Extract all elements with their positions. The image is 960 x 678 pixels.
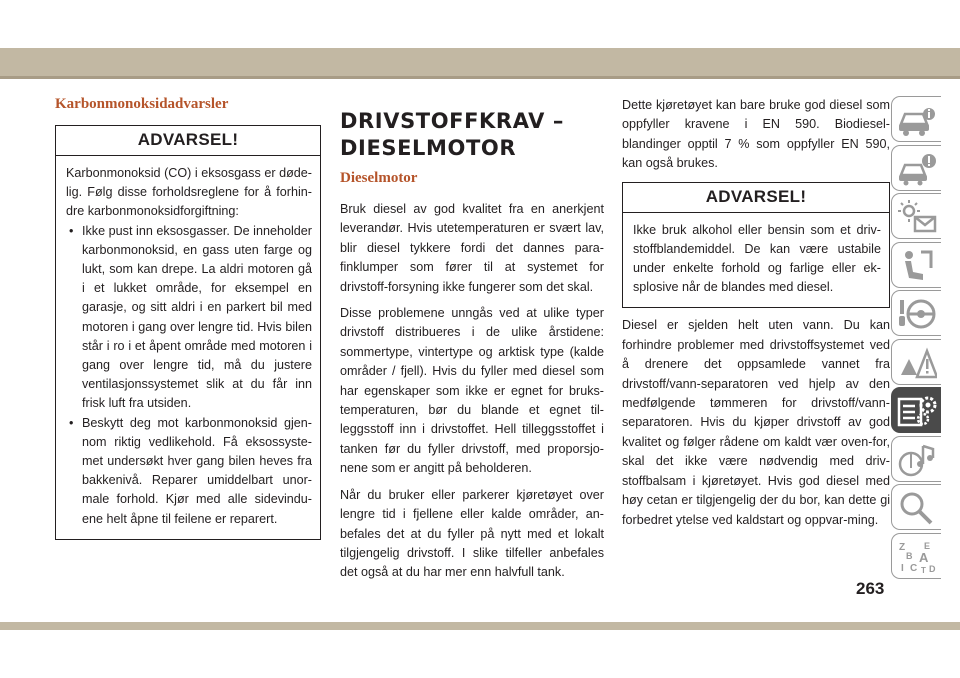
chapter-title-line2: DIESELMOTOR bbox=[340, 136, 517, 160]
column-left bbox=[55, 96, 321, 540]
search-icon bbox=[897, 490, 937, 526]
multimedia-music-icon bbox=[897, 442, 937, 478]
chapter-title-line1: DRIVSTOFFKRAV – bbox=[340, 109, 564, 133]
paragraph-outro: Diesel er sjelden helt uten vann. Du kan forhindre problemer med drivstoffsystemet ved å drenere det oppsamlede vannet fra drivstoff/vann-separatoren ved hjelp av den medfølgende tømmeren for drivstoff/vann-separatoren. Hvis du kjøper drivstoff av god kvalitet og følger rådene om kaldt vær oven-for, skal det ikke være nødvendig med driv-stoffbalsam i kjøretøyet. Hvis god diesel med høy cetan er tilgjengelig der du bor, kan dette gi forbedret ytelse ved kaldstart og oppvar-ming. bbox=[622, 318, 890, 527]
tab-car-info[interactable] bbox=[891, 96, 941, 142]
tab-search[interactable] bbox=[891, 484, 941, 530]
header-band bbox=[0, 48, 960, 76]
footer-band bbox=[0, 622, 960, 630]
chapter-title bbox=[340, 108, 604, 162]
car-info-icon bbox=[897, 102, 937, 138]
tab-index[interactable] bbox=[891, 533, 941, 579]
tab-lights-messages[interactable] bbox=[891, 193, 941, 239]
warning-text: Ikke bruk alkohol eller bensin som et driv-stoffblandemiddel. De kan være ustabile under enkelte forhold og farlige eller ek-splosive når de blandes med diesel. bbox=[633, 222, 881, 295]
car-alert-icon bbox=[897, 151, 937, 187]
index-letter: T bbox=[921, 565, 926, 575]
light-message-icon bbox=[897, 199, 937, 235]
index-letter: B bbox=[906, 550, 913, 561]
warning-triangle-icon bbox=[897, 345, 937, 381]
paragraph: Bruk diesel av god kvalitet fra en anerkjent leverandør. Hvis utetemperaturen er svært lav, blir diesel tykkere fordi det dannes para-finklumper som fører til at systemet for drivstoff-forsyning ikke fungerer som det skal. bbox=[340, 202, 604, 294]
chapter-tabs bbox=[891, 96, 946, 581]
warning-body bbox=[56, 156, 320, 539]
tab-car-alert[interactable] bbox=[891, 145, 941, 191]
warning-title: ADVARSEL! bbox=[56, 126, 320, 156]
index-letter: I bbox=[901, 562, 904, 574]
paragraph-intro: Dette kjøretøyet kan bare bruke god diesel som oppfyller kravene i EN 590. Biodiesel-blandinger opptil 7 % som oppfyller EN 590, kan også brukes. bbox=[622, 98, 890, 171]
index-letter: E bbox=[924, 540, 931, 551]
warning-body bbox=[623, 213, 889, 308]
index-letter: Z bbox=[899, 541, 906, 553]
warning-intro: Karbonmonoksid (CO) i eksosgass er døde-lig. Følg disse forholdsreglene for å forhin-dre karbonmonoksidforgiftning: bbox=[66, 166, 312, 219]
page-number: 263 bbox=[856, 579, 885, 598]
seat-airbag-icon bbox=[897, 248, 937, 284]
tab-multimedia[interactable] bbox=[891, 436, 941, 482]
warning-bullet: • Ikke pust inn eksosgasser. De inneholder karbonmonoksid, en gass uten farge og lukt, som kan drepe. La aldri motoren gå i et lukket område, for eksempel en garasje, og sitt aldri i en parkert bil med motoren i gang over lengre tid. Hvis bilen står i ro i et åpent område med motoren i gang over lengre tid, må du justere ventilasjonssystemet slik at du får inn frisk luft fra utsiden. bbox=[66, 222, 312, 414]
warning-bullet-list bbox=[66, 222, 312, 529]
service-gear-icon bbox=[897, 393, 939, 429]
tab-warning-triangle[interactable] bbox=[891, 339, 941, 385]
index-letter: A bbox=[919, 549, 929, 565]
warning-bullet: • Beskytt deg mot karbonmonoksid gjen-nom riktig vedlikehold. Få eksossyste-met undersøkt hver gang bilen heves fra bakkenivå. Reparer umiddelbart unor-male forhold. Kjør med alle sidevindu-ene helt åpne til feilene er reparert. bbox=[66, 414, 312, 529]
paragraph: Når du bruker eller parkerer kjøretøyet over lengre tid i fjellene eller kalde områder, an-befales det at du fyller på nytt med et lokalt tilgjengelig drivstoff. I slike tilfeller anbefales det også at du har mer enn halvfull tank. bbox=[340, 487, 604, 580]
subheading-diesel-engine: Dieselmotor bbox=[340, 170, 418, 186]
section-heading-carbon-monoxide: Karbonmonoksidadvarsler bbox=[55, 96, 229, 112]
warning-title: ADVARSEL! bbox=[623, 183, 889, 213]
index-letter: D bbox=[929, 563, 936, 574]
index-letters-icon bbox=[897, 539, 937, 575]
warning-box-fuel-additive bbox=[622, 182, 890, 309]
warning-box-carbon-monoxide bbox=[55, 125, 321, 540]
header-band-shadow bbox=[0, 76, 960, 79]
column-right bbox=[622, 96, 890, 538]
column-middle bbox=[340, 96, 604, 590]
tab-service-maintenance[interactable] bbox=[891, 387, 941, 433]
tab-seat-airbag[interactable] bbox=[891, 242, 941, 288]
tab-steering-wheel[interactable] bbox=[891, 290, 941, 336]
index-letter: C bbox=[910, 562, 918, 574]
steering-wheel-icon bbox=[897, 296, 937, 332]
paragraph: Disse problemene unngås ved at ulike typer drivstoff distribueres i de ulike årstidene: sommertype, vintertype og arktisk type (kalde områder / fjell). Hvis du fyller med diesel som har egenskaper som ikke er egnet for bruks-temperaturen, bør du blande et egnet til-leggsstoff inn i drivstoffet. Hell tilleggsstoffet i tanken før du fyller drivstoff, med proporsjo-nene som er angitt på beholderen. bbox=[340, 306, 604, 476]
